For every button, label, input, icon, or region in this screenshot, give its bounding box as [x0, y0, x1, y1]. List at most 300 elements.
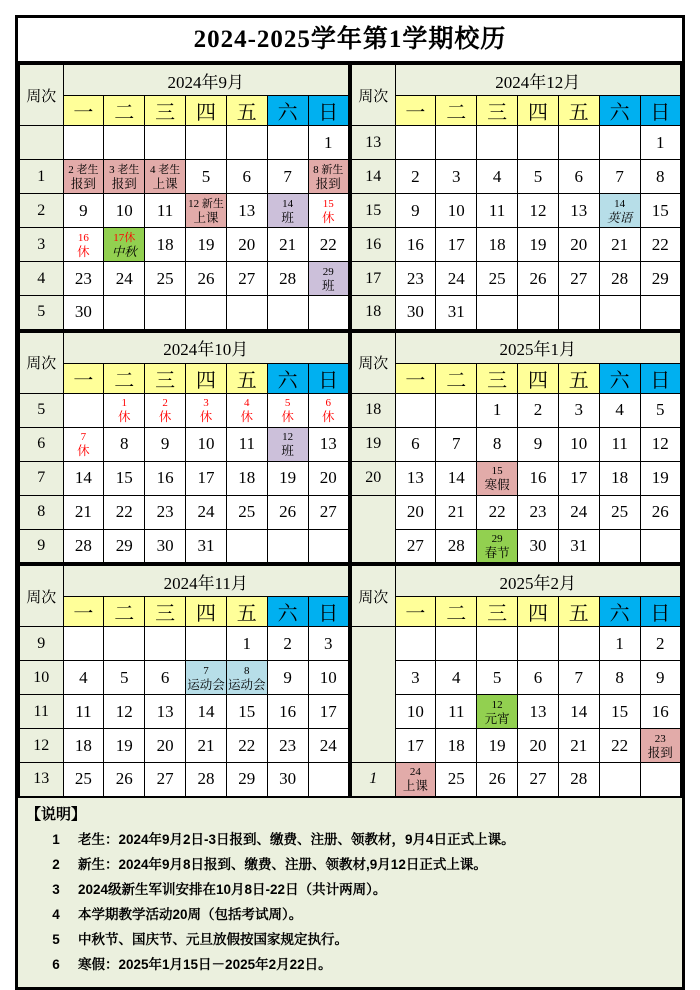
- day-number: 15: [491, 465, 503, 477]
- day-cell: 21: [267, 228, 308, 262]
- day-number: 2: [162, 397, 168, 409]
- day-annotation: 休: [118, 410, 131, 424]
- day-cell: 18: [226, 461, 267, 495]
- day-cell: 5: [640, 393, 681, 427]
- day-annotation: 上课: [402, 779, 428, 794]
- week-number-cell: 12: [19, 729, 63, 763]
- day-number: 12: [491, 698, 503, 711]
- day-annotation: 报到: [70, 176, 96, 191]
- day-cell: [518, 627, 559, 661]
- day-cell: 11: [63, 695, 104, 729]
- day-cell: 7: [599, 160, 640, 194]
- day-cell: [145, 160, 186, 194]
- weekday-header: 三: [145, 597, 186, 627]
- day-cell: 13: [395, 461, 436, 495]
- day-cell: [640, 529, 681, 563]
- day-cell: 30: [267, 763, 308, 797]
- weekday-header: 五: [226, 363, 267, 393]
- day-number: 7: [80, 431, 87, 443]
- weekday-header: 一: [63, 597, 104, 627]
- month-table: [350, 63, 682, 331]
- day-cell: [477, 296, 518, 330]
- day-cell: [267, 194, 308, 228]
- day-annotation: 中秋: [111, 244, 137, 259]
- day-cell: 18: [599, 461, 640, 495]
- day-cell: [518, 126, 559, 160]
- note-item: [26, 902, 674, 927]
- day-number: 15: [322, 197, 334, 210]
- month-table: [18, 331, 350, 565]
- day-cell: 2: [395, 160, 436, 194]
- day-cell: 10: [558, 427, 599, 461]
- weekday-header: 六: [267, 363, 308, 393]
- week-number-cell: 8: [19, 495, 63, 529]
- day-cell: 1: [226, 627, 267, 661]
- notes-heading: 【说明】: [26, 805, 87, 823]
- month-table: [350, 331, 682, 565]
- day-annotation: 报到: [315, 176, 341, 191]
- day-cell: 6: [395, 427, 436, 461]
- day-cell: 6: [558, 160, 599, 194]
- day-cell: 22: [640, 228, 681, 262]
- page-title: 2024-2025学年第1学期校历: [18, 18, 682, 63]
- day-cell: [186, 194, 227, 228]
- day-cell: [63, 427, 104, 461]
- week-number-cell: 1: [19, 160, 63, 194]
- day-cell: 15: [599, 695, 640, 729]
- weekday-header: 日: [640, 96, 681, 126]
- day-cell: 31: [186, 529, 227, 563]
- weekday-header: 二: [104, 597, 145, 627]
- weekday-header: 日: [308, 96, 349, 126]
- week-number-cell: 18: [351, 393, 395, 427]
- day-cell: 27: [395, 529, 436, 563]
- day-cell: 21: [558, 729, 599, 763]
- day-cell: 25: [436, 763, 477, 797]
- day-cell: 8: [640, 160, 681, 194]
- weekday-header: 一: [395, 96, 436, 126]
- week-column-header: 周次: [351, 332, 395, 394]
- day-number: 14: [614, 197, 626, 210]
- calendar-sheet: [15, 15, 685, 990]
- month-name: 2024年12月: [395, 64, 681, 96]
- day-cell: [145, 627, 186, 661]
- month-name: 2024年9月: [63, 64, 349, 96]
- week-number-cell: 5: [19, 393, 63, 427]
- weekday-header: 五: [226, 597, 267, 627]
- week-number-cell: [19, 126, 63, 160]
- weekday-header: 四: [186, 96, 227, 126]
- day-cell: 6: [226, 160, 267, 194]
- calendar-grid: [18, 63, 682, 798]
- day-cell: [308, 763, 349, 797]
- day-annotation: 休: [322, 210, 335, 225]
- weekday-header: 四: [186, 363, 227, 393]
- day-number: 8 新生: [313, 163, 344, 176]
- day-cell: 9: [395, 194, 436, 228]
- day-cell: 28: [558, 763, 599, 797]
- day-cell: 22: [104, 495, 145, 529]
- note-text: 老生：2024年9月2日-3日报到、缴费、注册、领教材，9月4日正式上课。: [78, 831, 515, 847]
- week-number-cell: 5: [19, 296, 63, 330]
- weekday-header: 一: [395, 363, 436, 393]
- day-cell: 20: [395, 495, 436, 529]
- day-number: 6: [325, 397, 332, 409]
- day-cell: 2: [640, 627, 681, 661]
- note-item: [26, 952, 674, 977]
- day-cell: [186, 126, 227, 160]
- week-number-cell: 20: [351, 461, 395, 495]
- weekday-header: 日: [640, 363, 681, 393]
- day-cell: 24: [186, 495, 227, 529]
- day-cell: [436, 126, 477, 160]
- day-cell: [599, 194, 640, 228]
- day-number: 23: [654, 732, 666, 745]
- day-cell: [640, 763, 681, 797]
- day-cell: 9: [640, 661, 681, 695]
- day-cell: 25: [145, 262, 186, 296]
- day-cell: 25: [599, 495, 640, 529]
- day-cell: [104, 160, 145, 194]
- day-annotation: 英语: [607, 210, 633, 225]
- week-number-cell: [351, 627, 395, 763]
- day-cell: 19: [640, 461, 681, 495]
- week-number-cell: 17: [351, 262, 395, 296]
- day-cell: 18: [477, 228, 518, 262]
- week-number-cell: 14: [351, 160, 395, 194]
- day-annotation: 上课: [193, 210, 219, 225]
- week-column-header: 周次: [351, 565, 395, 627]
- day-cell: 28: [599, 262, 640, 296]
- week-number-cell: 11: [19, 695, 63, 729]
- weekday-header: 六: [267, 597, 308, 627]
- day-cell: [308, 296, 349, 330]
- day-cell: 19: [477, 729, 518, 763]
- weekday-header: 一: [63, 96, 104, 126]
- day-annotation: 休: [240, 410, 254, 424]
- month-name: 2025年1月: [395, 332, 681, 364]
- day-annotation: 休: [77, 444, 90, 458]
- day-cell: 8: [104, 427, 145, 461]
- weekday-header: 六: [267, 96, 308, 126]
- month-name: 2024年11月: [63, 565, 349, 597]
- day-cell: 11: [226, 427, 267, 461]
- day-cell: 11: [145, 194, 186, 228]
- day-cell: 19: [104, 729, 145, 763]
- note-number: 2: [52, 856, 60, 872]
- day-cell: 3: [558, 393, 599, 427]
- day-cell: 11: [436, 695, 477, 729]
- day-cell: 11: [477, 194, 518, 228]
- day-cell: 20: [145, 729, 186, 763]
- day-cell: 5: [477, 661, 518, 695]
- weekday-header: 四: [518, 96, 559, 126]
- day-cell: 9: [518, 427, 559, 461]
- day-cell: 31: [436, 296, 477, 330]
- day-number: 12: [282, 431, 294, 443]
- day-cell: 20: [558, 228, 599, 262]
- day-cell: 22: [226, 729, 267, 763]
- day-cell: 26: [267, 495, 308, 529]
- day-cell: 17: [186, 461, 227, 495]
- day-cell: 10: [395, 695, 436, 729]
- note-item: [26, 877, 674, 902]
- day-cell: 3: [308, 627, 349, 661]
- weekday-header: 五: [226, 96, 267, 126]
- day-cell: 1: [640, 126, 681, 160]
- day-annotation: 休: [281, 410, 294, 424]
- note-text: 2024级新生军训安排在10月8日-22日（共计两周）。: [78, 881, 387, 897]
- day-cell: 24: [104, 262, 145, 296]
- day-cell: 18: [436, 729, 477, 763]
- week-column-header: 周次: [19, 64, 63, 126]
- weekday-header: 日: [640, 597, 681, 627]
- day-cell: 3: [395, 661, 436, 695]
- day-cell: 14: [63, 461, 104, 495]
- day-cell: 13: [145, 695, 186, 729]
- day-cell: 28: [267, 262, 308, 296]
- day-cell: 21: [186, 729, 227, 763]
- day-cell: 21: [63, 495, 104, 529]
- day-cell: 9: [63, 194, 104, 228]
- day-annotation: 休: [77, 244, 90, 259]
- day-cell: 4: [599, 393, 640, 427]
- note-item: [26, 852, 674, 877]
- day-cell: [558, 296, 599, 330]
- day-annotation: 休: [199, 410, 213, 424]
- day-annotation: 休: [158, 410, 172, 424]
- week-number-cell: 13: [19, 763, 63, 797]
- weekday-header: 三: [145, 363, 186, 393]
- day-cell: 27: [518, 763, 559, 797]
- day-cell: 14: [186, 695, 227, 729]
- day-annotation: 运动会: [187, 677, 225, 692]
- day-cell: 21: [599, 228, 640, 262]
- day-cell: [436, 393, 477, 427]
- day-cell: [477, 461, 518, 495]
- day-cell: [518, 296, 559, 330]
- day-cell: 10: [436, 194, 477, 228]
- week-number-cell: 19: [351, 427, 395, 461]
- day-annotation: 班: [281, 444, 294, 458]
- day-cell: [640, 729, 681, 763]
- notes-list: [26, 827, 674, 977]
- day-cell: 20: [518, 729, 559, 763]
- day-cell: 28: [63, 529, 104, 563]
- day-cell: 30: [145, 529, 186, 563]
- day-cell: 19: [186, 228, 227, 262]
- day-annotation: 寒假: [484, 478, 510, 492]
- day-cell: 8: [599, 661, 640, 695]
- day-cell: 28: [186, 763, 227, 797]
- day-cell: 6: [518, 661, 559, 695]
- note-text: 中秋节、国庆节、元旦放假按国家规定执行。: [78, 931, 348, 947]
- month-name: 2025年2月: [395, 565, 681, 597]
- day-cell: [63, 228, 104, 262]
- day-number: 5: [284, 397, 291, 409]
- day-cell: 30: [63, 296, 104, 330]
- day-cell: 16: [145, 461, 186, 495]
- day-cell: [599, 763, 640, 797]
- day-cell: [308, 529, 349, 563]
- day-cell: 5: [104, 661, 145, 695]
- weekday-header: 五: [558, 597, 599, 627]
- day-cell: [63, 627, 104, 661]
- day-number: 29: [491, 532, 503, 545]
- day-cell: [640, 296, 681, 330]
- day-cell: 2: [518, 393, 559, 427]
- weekday-header: 四: [518, 597, 559, 627]
- weekday-header: 三: [477, 597, 518, 627]
- day-cell: 16: [395, 228, 436, 262]
- day-cell: [267, 529, 308, 563]
- day-cell: [104, 393, 145, 427]
- weekday-header: 二: [436, 363, 477, 393]
- day-cell: 26: [104, 763, 145, 797]
- note-number: 1: [52, 831, 60, 847]
- note-number: 6: [52, 956, 60, 972]
- day-number: 4 老生: [149, 163, 181, 176]
- weekday-header: 二: [436, 96, 477, 126]
- month-table: [18, 63, 350, 331]
- day-cell: [599, 296, 640, 330]
- day-cell: [186, 393, 227, 427]
- day-cell: [558, 126, 599, 160]
- day-cell: 27: [145, 763, 186, 797]
- day-cell: 27: [226, 262, 267, 296]
- day-cell: 17: [395, 729, 436, 763]
- day-number: 12 新生: [188, 197, 224, 210]
- day-cell: 17: [558, 461, 599, 495]
- note-item: [26, 827, 674, 852]
- day-annotation: 班: [281, 210, 294, 225]
- day-cell: [599, 529, 640, 563]
- day-cell: 1: [599, 627, 640, 661]
- day-cell: 11: [599, 427, 640, 461]
- day-annotation: 元宵: [484, 711, 510, 726]
- day-number: 17休: [113, 231, 136, 244]
- day-cell: 23: [395, 262, 436, 296]
- day-cell: 1: [308, 126, 349, 160]
- weekday-header: 三: [477, 363, 518, 393]
- weekday-header: 日: [308, 363, 349, 393]
- weekday-header: 二: [104, 363, 145, 393]
- day-cell: [558, 627, 599, 661]
- day-cell: 25: [226, 495, 267, 529]
- day-cell: [186, 661, 227, 695]
- day-cell: [145, 126, 186, 160]
- day-cell: 30: [395, 296, 436, 330]
- day-cell: [308, 262, 349, 296]
- day-cell: 16: [267, 695, 308, 729]
- day-cell: 16: [640, 695, 681, 729]
- day-cell: 5: [518, 160, 559, 194]
- weekday-header: 四: [518, 363, 559, 393]
- weekday-header: 二: [436, 597, 477, 627]
- day-cell: 22: [308, 228, 349, 262]
- day-cell: 23: [267, 729, 308, 763]
- day-cell: 26: [186, 262, 227, 296]
- day-cell: 9: [145, 427, 186, 461]
- day-cell: 29: [640, 262, 681, 296]
- day-cell: 10: [308, 661, 349, 695]
- day-cell: 24: [558, 495, 599, 529]
- day-cell: 12: [518, 194, 559, 228]
- day-cell: [308, 160, 349, 194]
- day-annotation: 报到: [647, 745, 673, 760]
- day-cell: [267, 427, 308, 461]
- day-cell: [436, 627, 477, 661]
- week-number-cell: 2: [19, 194, 63, 228]
- day-cell: 25: [477, 262, 518, 296]
- month-name: 2024年10月: [63, 332, 349, 364]
- day-cell: 4: [63, 661, 104, 695]
- week-number-cell: 9: [19, 529, 63, 563]
- week-number-cell: 10: [19, 661, 63, 695]
- day-cell: 10: [104, 194, 145, 228]
- day-cell: 7: [558, 661, 599, 695]
- weekday-header: 日: [308, 597, 349, 627]
- day-cell: 3: [436, 160, 477, 194]
- note-item: [26, 927, 674, 952]
- day-cell: 14: [436, 461, 477, 495]
- day-cell: 27: [308, 495, 349, 529]
- day-cell: [477, 627, 518, 661]
- day-cell: 26: [518, 262, 559, 296]
- day-cell: 17: [308, 695, 349, 729]
- day-cell: [145, 393, 186, 427]
- note-text: 本学期教学活动20周（包括考试周）。: [78, 906, 303, 922]
- day-cell: 6: [145, 661, 186, 695]
- day-cell: 13: [226, 194, 267, 228]
- week-column-header: 周次: [19, 565, 63, 627]
- day-cell: 1: [477, 393, 518, 427]
- day-cell: 31: [558, 529, 599, 563]
- week-number-cell: 1: [351, 763, 395, 797]
- day-cell: [308, 194, 349, 228]
- day-cell: [477, 695, 518, 729]
- day-annotation: 运动会: [228, 677, 266, 692]
- week-number-cell: 9: [19, 627, 63, 661]
- day-cell: 28: [436, 529, 477, 563]
- weekday-header: 六: [599, 96, 640, 126]
- day-cell: 12: [104, 695, 145, 729]
- week-number-cell: 6: [19, 427, 63, 461]
- day-number: 1: [121, 397, 128, 409]
- day-cell: 13: [518, 695, 559, 729]
- day-cell: 26: [640, 495, 681, 529]
- day-cell: 19: [518, 228, 559, 262]
- week-column-header: 周次: [19, 332, 63, 394]
- weekday-header: 二: [104, 96, 145, 126]
- note-text: 寒假：2025年1月15日－2025年2月22日。: [78, 956, 332, 972]
- day-annotation: 休: [322, 410, 335, 424]
- day-cell: 12: [640, 427, 681, 461]
- day-cell: 29: [226, 763, 267, 797]
- day-cell: 9: [267, 661, 308, 695]
- weekday-header: 五: [558, 96, 599, 126]
- week-number-cell: 13: [351, 126, 395, 160]
- day-cell: [63, 160, 104, 194]
- weekday-header: 一: [395, 597, 436, 627]
- week-number-cell: 15: [351, 194, 395, 228]
- weekday-header: 三: [145, 96, 186, 126]
- week-number-cell: [351, 495, 395, 563]
- day-cell: 22: [599, 729, 640, 763]
- day-cell: [267, 296, 308, 330]
- day-cell: 13: [558, 194, 599, 228]
- day-annotation: 春节: [484, 545, 510, 560]
